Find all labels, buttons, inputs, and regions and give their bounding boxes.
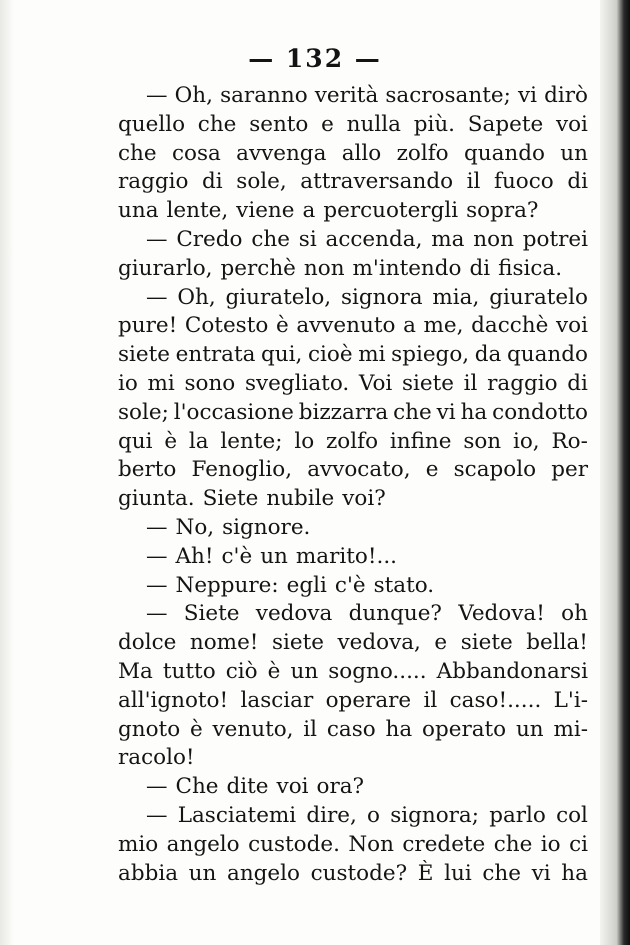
text-line bbox=[118, 428, 588, 457]
word: mio bbox=[118, 831, 159, 857]
word: il bbox=[463, 370, 478, 396]
word: c'è bbox=[221, 543, 253, 569]
word: Ma bbox=[118, 658, 153, 684]
word: giuratelo, bbox=[225, 284, 332, 310]
text-line bbox=[118, 744, 588, 773]
word: ora? bbox=[316, 774, 365, 800]
word: Ah! bbox=[175, 543, 214, 569]
word: dite bbox=[226, 774, 269, 800]
word: marito!... bbox=[295, 543, 397, 569]
page-edge-right bbox=[600, 0, 630, 945]
word: sento bbox=[249, 111, 309, 137]
word: ci bbox=[569, 831, 588, 857]
word: cosa bbox=[171, 140, 221, 166]
word: fuoco bbox=[494, 169, 554, 195]
word: Siete bbox=[183, 601, 240, 627]
word: è bbox=[189, 716, 203, 742]
word: siete bbox=[271, 630, 324, 656]
word: m'intendo bbox=[352, 255, 462, 281]
word: raggio bbox=[487, 370, 558, 396]
word: sopra? bbox=[466, 198, 539, 224]
word: sono bbox=[184, 370, 236, 396]
word: Credo bbox=[176, 226, 243, 252]
word: quello bbox=[118, 111, 186, 137]
word: raggio bbox=[118, 169, 189, 195]
word: non bbox=[303, 255, 345, 281]
word: ha bbox=[561, 860, 588, 886]
word: che bbox=[393, 399, 432, 425]
text-line bbox=[118, 82, 588, 111]
word: operato bbox=[422, 716, 507, 742]
word: parlo bbox=[489, 802, 546, 828]
word: mi bbox=[358, 342, 386, 368]
word: Vedova! bbox=[458, 601, 545, 627]
text-line bbox=[118, 140, 588, 169]
word: voi bbox=[556, 313, 588, 339]
text-line bbox=[118, 341, 588, 370]
word: operare bbox=[325, 687, 412, 713]
word: lo bbox=[294, 428, 315, 454]
word: un bbox=[188, 860, 217, 886]
word: È bbox=[417, 860, 434, 886]
word: L'i- bbox=[553, 687, 588, 713]
word: è bbox=[164, 428, 178, 454]
word: una bbox=[118, 198, 159, 224]
word: Non bbox=[348, 831, 394, 857]
word: sacrosante; bbox=[385, 83, 511, 108]
text-line bbox=[118, 600, 588, 629]
word: avvenuto bbox=[296, 313, 396, 339]
text-line bbox=[118, 485, 588, 514]
word: io, bbox=[512, 428, 540, 454]
word: — bbox=[146, 601, 168, 627]
word: io bbox=[118, 370, 138, 396]
word: — bbox=[146, 543, 168, 569]
text-line bbox=[118, 716, 588, 745]
word: di bbox=[567, 370, 588, 396]
word: Cotesto bbox=[184, 313, 269, 339]
word: dire, bbox=[306, 802, 357, 828]
text-line bbox=[118, 658, 588, 687]
text-line bbox=[118, 773, 588, 802]
word: son bbox=[463, 428, 502, 454]
word: di bbox=[567, 169, 588, 195]
word: giuratelo bbox=[489, 284, 588, 310]
text-line bbox=[118, 226, 588, 255]
word: mi- bbox=[553, 716, 588, 742]
text-line bbox=[118, 514, 588, 543]
word: lasciar bbox=[240, 687, 314, 713]
word: quando bbox=[506, 342, 588, 368]
word: nubile bbox=[266, 486, 335, 512]
word: zolfo bbox=[396, 140, 449, 166]
word: Che bbox=[175, 774, 219, 800]
word: voi? bbox=[342, 486, 386, 512]
word: per bbox=[551, 457, 588, 483]
text-line bbox=[118, 543, 588, 572]
word: dolce bbox=[118, 630, 177, 656]
word: il bbox=[423, 687, 438, 713]
word: abbia bbox=[118, 860, 179, 886]
page-number: — 132 — bbox=[248, 44, 382, 73]
word: vi bbox=[436, 399, 456, 425]
word: di bbox=[202, 169, 223, 195]
word: voi bbox=[276, 774, 309, 800]
word: — bbox=[146, 226, 168, 252]
word: all'ignoto! bbox=[118, 687, 229, 713]
word: da bbox=[474, 342, 502, 368]
word: un bbox=[560, 140, 588, 166]
text-line bbox=[118, 197, 588, 226]
word: cioè bbox=[308, 342, 353, 368]
word: quando bbox=[463, 140, 545, 166]
word: svegliato. bbox=[244, 370, 350, 396]
word: il bbox=[466, 169, 481, 195]
word: Siete bbox=[202, 486, 259, 512]
word: nome! bbox=[189, 630, 259, 656]
word: che bbox=[251, 226, 290, 252]
word: No, bbox=[175, 514, 215, 540]
word: c'è bbox=[334, 572, 366, 598]
word: entrata bbox=[175, 342, 256, 368]
word: — bbox=[146, 774, 168, 800]
word: e bbox=[321, 111, 334, 137]
word: che bbox=[493, 831, 533, 857]
word: signora; bbox=[390, 802, 479, 828]
word: vi bbox=[517, 83, 537, 108]
word: oh bbox=[561, 601, 588, 627]
word: nulla bbox=[346, 111, 401, 137]
word: tutto bbox=[162, 658, 216, 684]
word: spiego, bbox=[391, 342, 470, 368]
word: io bbox=[540, 831, 561, 857]
word: giunta. bbox=[118, 486, 195, 512]
word: perchè bbox=[220, 255, 296, 281]
word: signore. bbox=[222, 514, 311, 540]
word: Neppure: bbox=[175, 572, 279, 598]
word: dacchè bbox=[471, 313, 549, 339]
word: che bbox=[482, 860, 521, 886]
word: racolo! bbox=[118, 745, 195, 771]
word: siete bbox=[401, 370, 454, 396]
word: Abbandonarsi bbox=[436, 658, 588, 684]
word: giurarlo, bbox=[118, 255, 213, 281]
word: un bbox=[290, 658, 319, 684]
page-gutter-left bbox=[0, 0, 14, 945]
word: pure! bbox=[118, 313, 178, 339]
word: Oh, bbox=[174, 83, 213, 108]
word: l'occasione bbox=[173, 399, 294, 425]
word: Lasciatemi bbox=[177, 802, 297, 828]
word: potrei bbox=[522, 226, 588, 252]
word: lui bbox=[444, 860, 472, 886]
word: — bbox=[146, 514, 168, 540]
word: gnoto bbox=[118, 716, 181, 742]
word: fisica. bbox=[498, 255, 563, 281]
text-line bbox=[118, 399, 588, 428]
text-line bbox=[118, 860, 588, 889]
word: bizzarra bbox=[298, 399, 389, 425]
word: si bbox=[298, 226, 317, 252]
word: ciò bbox=[225, 658, 258, 684]
word: qui bbox=[118, 428, 153, 454]
word: a bbox=[302, 198, 316, 224]
word: vedova, bbox=[337, 630, 421, 656]
text-line bbox=[118, 111, 588, 140]
word: qui, bbox=[261, 342, 303, 368]
word: ha bbox=[385, 716, 413, 742]
word: infine bbox=[389, 428, 452, 454]
word: percuotergli bbox=[323, 198, 459, 224]
word: ma bbox=[431, 226, 465, 252]
word: accenda, bbox=[325, 226, 423, 252]
text-line bbox=[118, 572, 588, 601]
word: — bbox=[146, 802, 168, 828]
word: — bbox=[146, 284, 168, 310]
word: bella! bbox=[526, 630, 588, 656]
word: caso!..... bbox=[449, 687, 542, 713]
word: sogno..... bbox=[328, 658, 427, 684]
word: — bbox=[146, 572, 168, 598]
word: col bbox=[556, 802, 588, 828]
word: è bbox=[275, 313, 289, 339]
text-line bbox=[118, 456, 588, 485]
word: condotto bbox=[492, 399, 588, 425]
word: — bbox=[146, 83, 168, 108]
text-line bbox=[118, 687, 588, 716]
text-line bbox=[118, 312, 588, 341]
word: più. bbox=[413, 111, 456, 137]
word: la bbox=[188, 428, 209, 454]
word: ha bbox=[460, 399, 488, 425]
word: berto bbox=[118, 457, 177, 483]
word: stato. bbox=[373, 572, 435, 598]
text-line bbox=[118, 831, 588, 860]
word: egli bbox=[286, 572, 327, 598]
word: a bbox=[403, 313, 416, 339]
word: dunque? bbox=[348, 601, 442, 627]
word: di bbox=[469, 255, 491, 281]
word: il bbox=[303, 716, 318, 742]
word: scapolo bbox=[453, 457, 537, 483]
word: angelo bbox=[166, 831, 240, 857]
word: non bbox=[473, 226, 514, 252]
word: caso bbox=[326, 716, 376, 742]
word: che bbox=[118, 140, 157, 166]
word: dirò bbox=[544, 83, 588, 108]
word: zolfo bbox=[325, 428, 379, 454]
text-line bbox=[118, 255, 588, 284]
word: Voi bbox=[358, 370, 393, 396]
word: è bbox=[267, 658, 281, 684]
word: siete bbox=[460, 630, 513, 656]
word: signora bbox=[341, 284, 423, 310]
word: sole, bbox=[236, 169, 287, 195]
text-line bbox=[118, 284, 588, 313]
word: mi bbox=[147, 370, 175, 396]
word: attraversando bbox=[300, 169, 454, 195]
word: siete bbox=[118, 342, 170, 368]
text-line bbox=[118, 370, 588, 399]
word: avvocato, bbox=[307, 457, 411, 483]
word: me, bbox=[423, 313, 464, 339]
word: custode. bbox=[248, 831, 340, 857]
word: lente; bbox=[220, 428, 283, 454]
word: sole; bbox=[118, 399, 169, 425]
word: un bbox=[260, 543, 288, 569]
word: Oh, bbox=[177, 284, 216, 310]
word: verità bbox=[314, 83, 379, 108]
word: un bbox=[515, 716, 544, 742]
word: allo bbox=[341, 140, 382, 166]
word: custode? bbox=[310, 860, 408, 886]
body-text bbox=[118, 82, 588, 888]
word: angelo bbox=[227, 860, 300, 886]
word: che bbox=[197, 111, 237, 137]
word: e bbox=[434, 630, 448, 656]
text-line bbox=[118, 629, 588, 658]
word: credete bbox=[402, 831, 486, 857]
word: vedova bbox=[255, 601, 333, 627]
word: Sapete bbox=[467, 111, 544, 137]
text-line bbox=[118, 802, 588, 831]
word: o bbox=[367, 802, 380, 828]
word: Ro- bbox=[551, 428, 588, 454]
word: e bbox=[425, 457, 439, 483]
word: lente, bbox=[166, 198, 229, 224]
word: voi bbox=[555, 111, 588, 137]
word: viene bbox=[236, 198, 295, 224]
word: saranno bbox=[220, 83, 308, 108]
word: vi bbox=[531, 860, 551, 886]
text-line bbox=[118, 168, 588, 197]
word: venuto, bbox=[212, 716, 294, 742]
word: Fenoglio, bbox=[191, 457, 293, 483]
word: avvenga bbox=[236, 140, 327, 166]
word: mia, bbox=[432, 284, 480, 310]
